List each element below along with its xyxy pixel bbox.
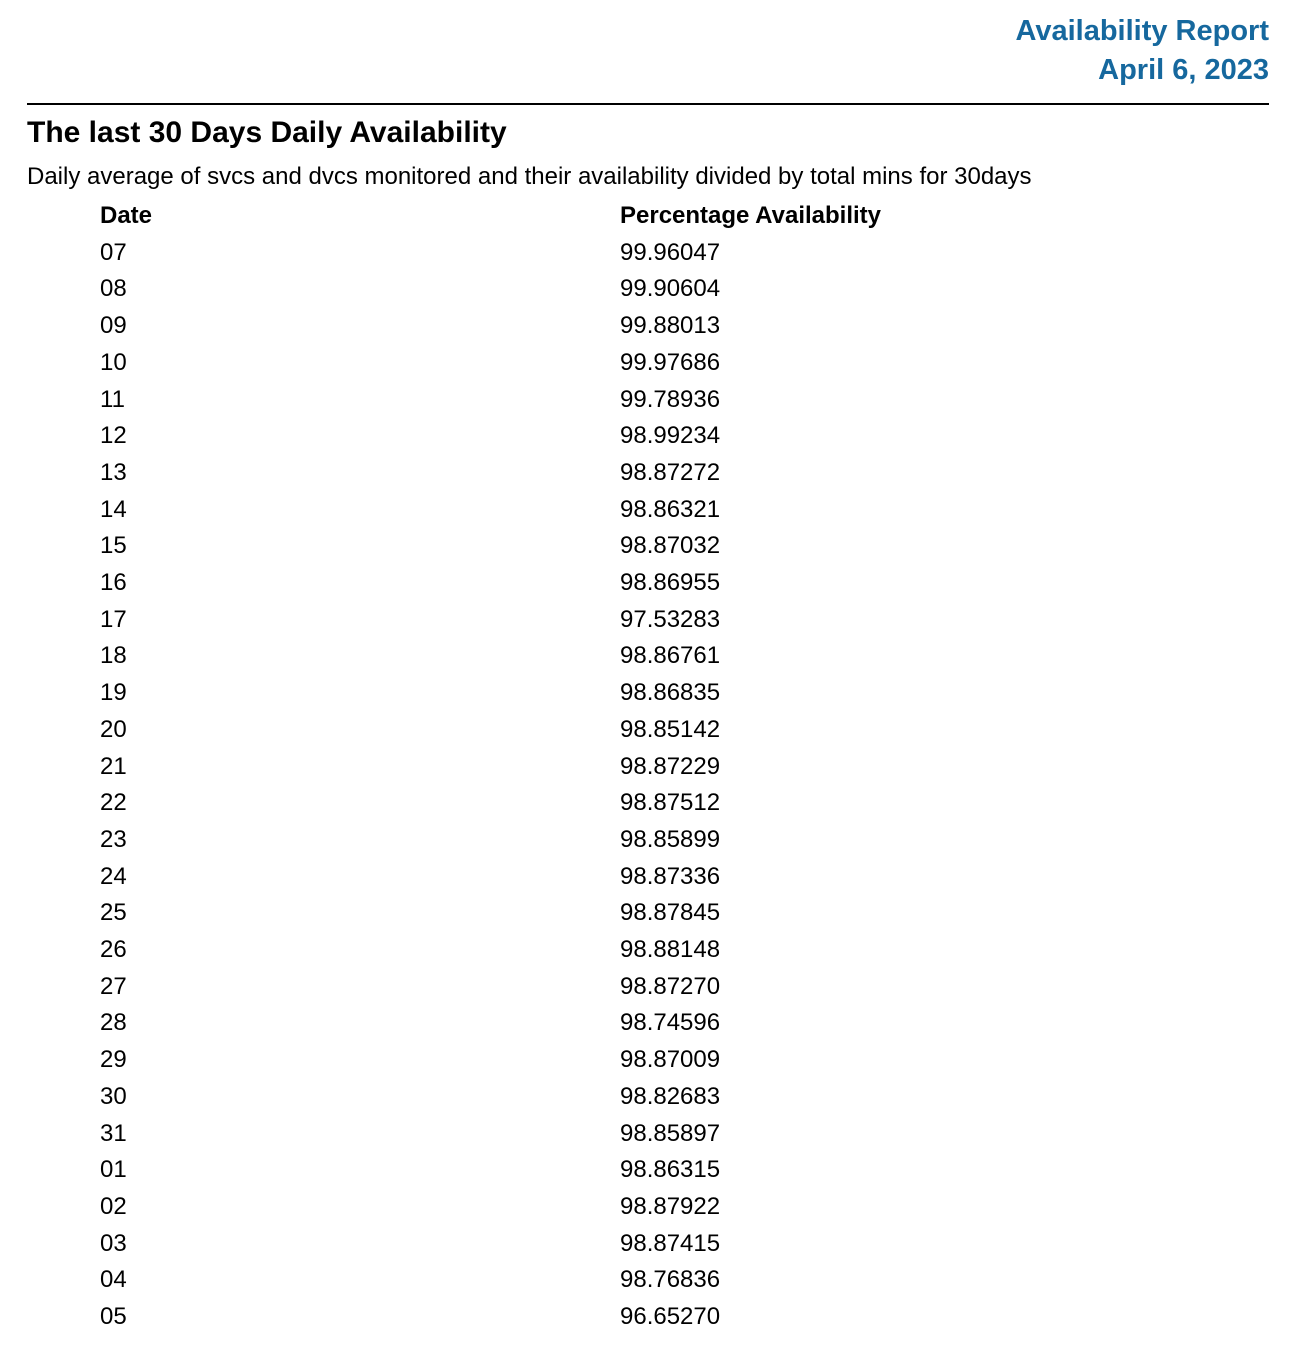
date-cell: 25 (100, 899, 127, 927)
table-row (100, 382, 881, 419)
availability-cell: 98.85899 (620, 825, 721, 853)
section-description: Daily average of svcs and dvcs monitored and their availability divided by total mins for 30days (27, 163, 1032, 190)
date-cell: 28 (100, 1009, 127, 1037)
section-title: The last 30 Days Daily Availability (27, 116, 507, 149)
table-body (100, 235, 881, 1336)
availability-cell: 98.87272 (620, 458, 721, 486)
table-header (100, 198, 881, 235)
availability-cell: 98.99234 (620, 422, 721, 450)
date-cell: 15 (100, 532, 127, 560)
table-row (100, 1079, 881, 1116)
date-cell: 18 (100, 642, 127, 670)
table-row (100, 712, 881, 749)
availability-cell: 98.87032 (620, 532, 721, 560)
availability-cell: 98.86835 (620, 679, 721, 707)
report-header (27, 12, 1269, 90)
date-cell: 10 (100, 348, 127, 376)
table-row (100, 859, 881, 896)
availability-cell: 98.87845 (620, 899, 721, 927)
report-date: April 6, 2023 (1098, 54, 1269, 86)
availability-cell: 98.87229 (620, 752, 721, 780)
availability-cell: 98.82683 (620, 1082, 721, 1110)
header-divider (27, 103, 1269, 105)
table-row (100, 749, 881, 786)
availability-cell: 98.88148 (620, 936, 721, 964)
date-cell: 08 (100, 275, 127, 303)
date-cell: 13 (100, 458, 127, 486)
table-row (100, 1262, 881, 1299)
table-row (100, 675, 881, 712)
table-row (100, 1152, 881, 1189)
date-cell: 09 (100, 312, 127, 340)
availability-cell: 98.87336 (620, 862, 721, 890)
availability-cell: 98.87415 (620, 1229, 721, 1257)
date-cell: 17 (100, 605, 127, 633)
table-row (100, 308, 881, 345)
availability-cell: 98.86315 (620, 1156, 721, 1184)
table-row (100, 271, 881, 308)
table-row (100, 638, 881, 675)
date-cell: 22 (100, 789, 127, 817)
date-cell: 27 (100, 972, 127, 1000)
availability-cell: 99.78936 (620, 385, 721, 413)
availability-table (100, 198, 881, 1336)
availability-cell: 99.88013 (620, 312, 721, 340)
date-cell: 20 (100, 715, 127, 743)
availability-cell: 99.97686 (620, 348, 721, 376)
date-cell: 12 (100, 422, 127, 450)
availability-cell: 98.87009 (620, 1046, 721, 1074)
availability-cell: 99.90604 (620, 275, 721, 303)
date-cell: 14 (100, 495, 127, 523)
date-cell: 05 (100, 1303, 127, 1331)
date-cell: 07 (100, 238, 127, 266)
table-row (100, 785, 881, 822)
report-title: Availability Report (1015, 15, 1269, 47)
date-cell: 26 (100, 936, 127, 964)
availability-cell: 98.86761 (620, 642, 721, 670)
date-cell: 23 (100, 825, 127, 853)
table-row (100, 1042, 881, 1079)
availability-cell: 96.65270 (620, 1303, 721, 1331)
availability-cell: 98.87270 (620, 972, 721, 1000)
availability-cell: 98.86955 (620, 569, 721, 597)
table-row (100, 969, 881, 1006)
table-row (100, 418, 881, 455)
table-row (100, 528, 881, 565)
availability-cell: 98.87922 (620, 1192, 721, 1220)
date-cell: 01 (100, 1156, 127, 1184)
table-row (100, 492, 881, 529)
availability-cell: 98.74596 (620, 1009, 721, 1037)
date-cell: 21 (100, 752, 127, 780)
availability-cell: 98.85897 (620, 1119, 721, 1147)
table-row (100, 1116, 881, 1153)
table-row (100, 932, 881, 969)
availability-cell: 98.76836 (620, 1266, 721, 1294)
table-row (100, 1226, 881, 1263)
table-row (100, 345, 881, 382)
table-row (100, 602, 881, 639)
table-header-row (100, 198, 881, 235)
table-row (100, 1189, 881, 1226)
date-cell: 30 (100, 1082, 127, 1110)
table-row (100, 1299, 881, 1336)
table-row (100, 235, 881, 272)
date-cell: 11 (100, 385, 125, 413)
availability-cell: 98.87512 (620, 789, 721, 817)
table-row (100, 895, 881, 932)
date-cell: 31 (100, 1119, 127, 1147)
date-cell: 29 (100, 1046, 127, 1074)
table-row (100, 1005, 881, 1042)
availability-cell: 98.85142 (620, 715, 721, 743)
availability-cell: 99.96047 (620, 238, 721, 266)
date-cell: 03 (100, 1229, 127, 1257)
date-cell: 02 (100, 1192, 127, 1220)
table-row (100, 455, 881, 492)
availability-cell: 98.86321 (620, 495, 721, 523)
col-header-date: Date (100, 202, 153, 229)
availability-cell: 97.53283 (620, 605, 721, 633)
date-cell: 24 (100, 862, 127, 890)
col-header-availability: Percentage Availability (620, 202, 881, 229)
date-cell: 16 (100, 569, 127, 597)
table-row (100, 565, 881, 602)
date-cell: 04 (100, 1266, 127, 1294)
table-row (100, 822, 881, 859)
date-cell: 19 (100, 679, 127, 707)
